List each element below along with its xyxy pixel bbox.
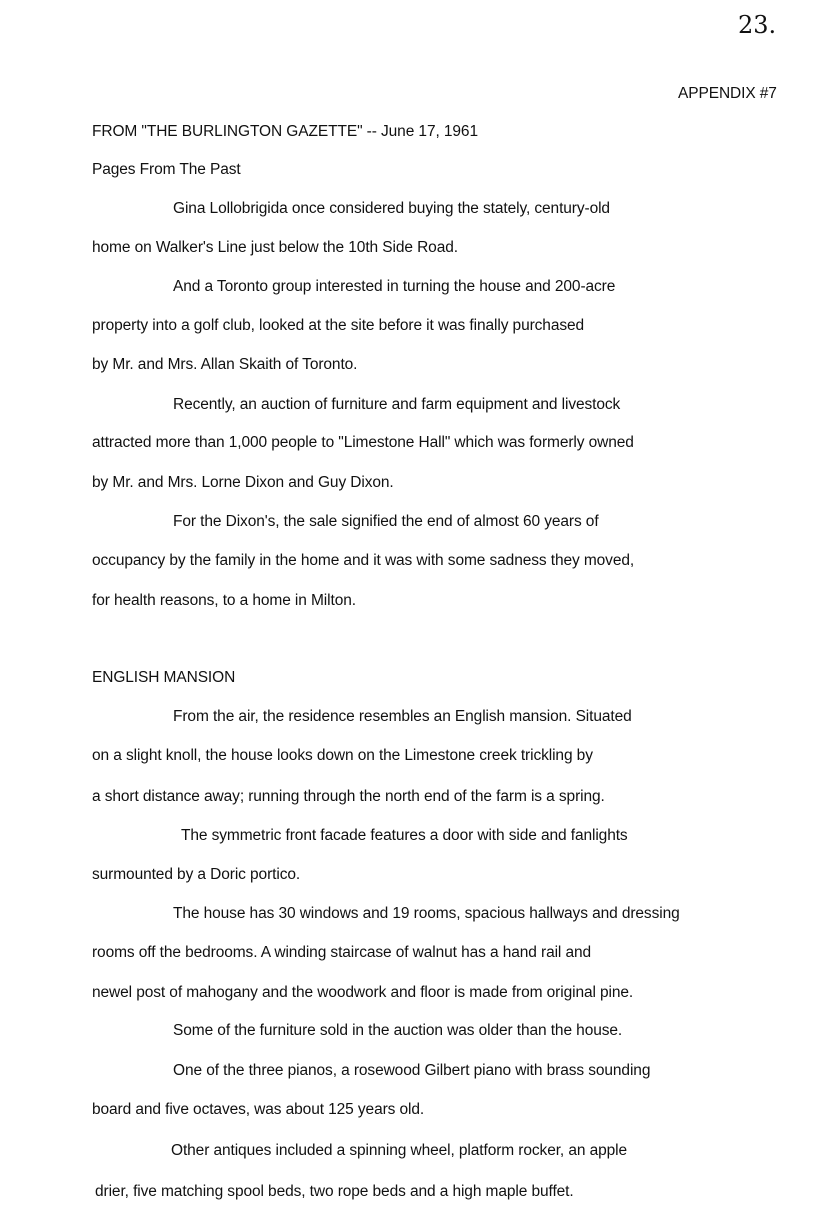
- text-line: attracted more than 1,000 people to "Limestone Hall" which was formerly owned: [92, 434, 634, 451]
- text-line: property into a golf club, looked at the site before it was finally purchased: [92, 317, 585, 334]
- text-line: for health reasons, to a home in Milton.: [92, 592, 356, 609]
- source-heading: FROM "THE BURLINGTON GAZETTE" -- June 17, 1961: [92, 123, 478, 140]
- text-line: on a slight knoll, the house looks down on the Limestone creek trickling by: [92, 747, 593, 764]
- text-line: For the Dixon's, the sale signified the end of almost 60 years of: [173, 513, 599, 530]
- text-line: Gina Lollobrigida once considered buying the stately, century-old: [173, 200, 610, 217]
- text-line: by Mr. and Mrs. Allan Skaith of Toronto.: [92, 356, 358, 373]
- text-line: a short distance away; running through the north end of the farm is a spring.: [92, 788, 605, 805]
- page-number: 23.: [738, 11, 777, 39]
- text-line: Recently, an auction of furniture and farm equipment and livestock: [173, 396, 621, 413]
- text-line: home on Walker's Line just below the 10th Side Road.: [92, 239, 458, 256]
- text-line: The symmetric front facade features a door with side and fanlights: [181, 827, 628, 844]
- text-line: by Mr. and Mrs. Lorne Dixon and Guy Dixon.: [92, 474, 394, 491]
- text-line: And a Toronto group interested in turning the house and 200-acre: [173, 278, 616, 295]
- text-line: The house has 30 windows and 19 rooms, spacious hallways and dressing: [173, 905, 680, 922]
- text-line: occupancy by the family in the home and it was with some sadness they moved,: [92, 552, 635, 569]
- text-line: rooms off the bedrooms. A winding staircase of walnut has a hand rail and: [92, 944, 592, 961]
- text-line: From the air, the residence resembles an English mansion. Situated: [173, 708, 632, 725]
- section-heading: ENGLISH MANSION: [92, 669, 236, 686]
- text-line: surmounted by a Doric portico.: [92, 866, 301, 883]
- appendix-label: APPENDIX #7: [678, 85, 777, 102]
- text-line: newel post of mahogany and the woodwork and floor is made from original pine.: [92, 984, 634, 1001]
- column-title: Pages From The Past: [92, 161, 241, 178]
- text-line: drier, five matching spool beds, two rope beds and a high maple buffet.: [95, 1183, 574, 1200]
- text-line: Other antiques included a spinning wheel, platform rocker, an apple: [171, 1142, 627, 1159]
- text-line: board and five octaves, was about 125 years old.: [92, 1101, 425, 1118]
- text-line: One of the three pianos, a rosewood Gilbert piano with brass sounding: [173, 1062, 651, 1079]
- text-line: Some of the furniture sold in the auction was older than the house.: [173, 1022, 623, 1039]
